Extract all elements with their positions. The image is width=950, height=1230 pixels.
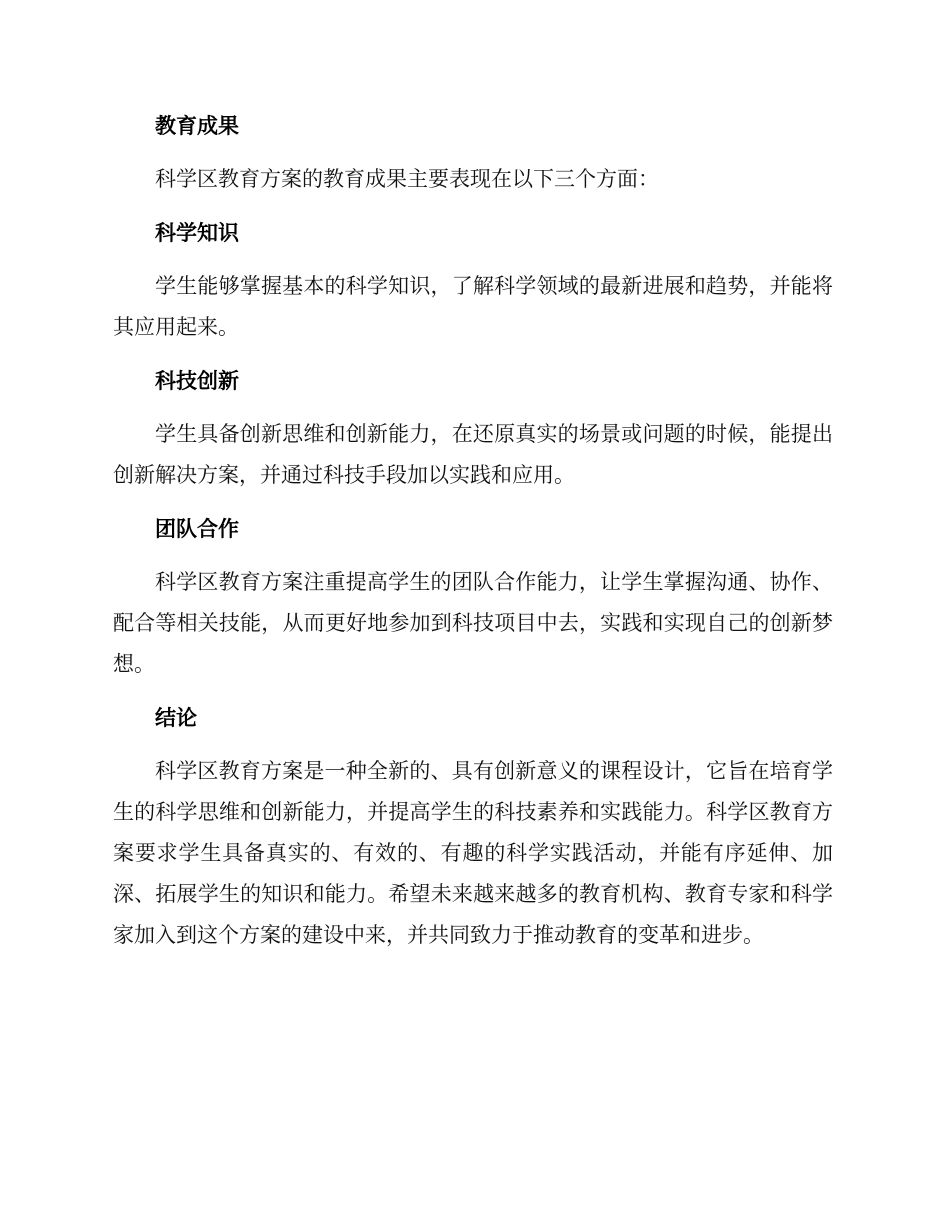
section-heading-science-knowledge: 科学知识 [155, 221, 239, 245]
section-heading-tech-innovation: 科技创新 [155, 369, 239, 393]
section-paragraph-science-knowledge: 学生能够掌握基本的科学知识，了解科学领域的最新进展和趋势，并能将其应用起来。 [113, 274, 833, 339]
section-heading-teamwork: 团队合作 [155, 517, 239, 541]
section-heading-conclusion: 结论 [155, 706, 197, 730]
section-paragraph-tech-innovation: 学生具备创新思维和创新能力，在还原真实的场景或问题的时候，能提出创新解决方案，并通过科技手段加以实践和应用。 [113, 422, 833, 487]
document-page [113, 106, 833, 956]
section-heading-education-results: 教育成果 [155, 114, 239, 138]
section-paragraph-teamwork: 科学区教育方案注重提高学生的团队合作能力，让学生掌握沟通、协作、配合等相关技能，从而更好地参加到科技项目中去，实践和实现自己的创新梦想。 [113, 570, 833, 676]
section-paragraph-conclusion: 科学区教育方案是一种全新的、具有创新意义的课程设计，它旨在培育学生的科学思维和创新能力，并提高学生的科技素养和实践能力。科学区教育方案要求学生具备真实的、有效的、有趣的科学实践活动，并能有序延伸、加深、拓展学生的知识和能力。希望未来越来越多的教育机构、教育专家和科学家加入到这个方案的建设中来，并共同致力于推动教育的变革和进步。 [113, 759, 833, 947]
section-paragraph-education-results: 科学区教育方案的教育成果主要表现在以下三个方面： [155, 167, 659, 191]
